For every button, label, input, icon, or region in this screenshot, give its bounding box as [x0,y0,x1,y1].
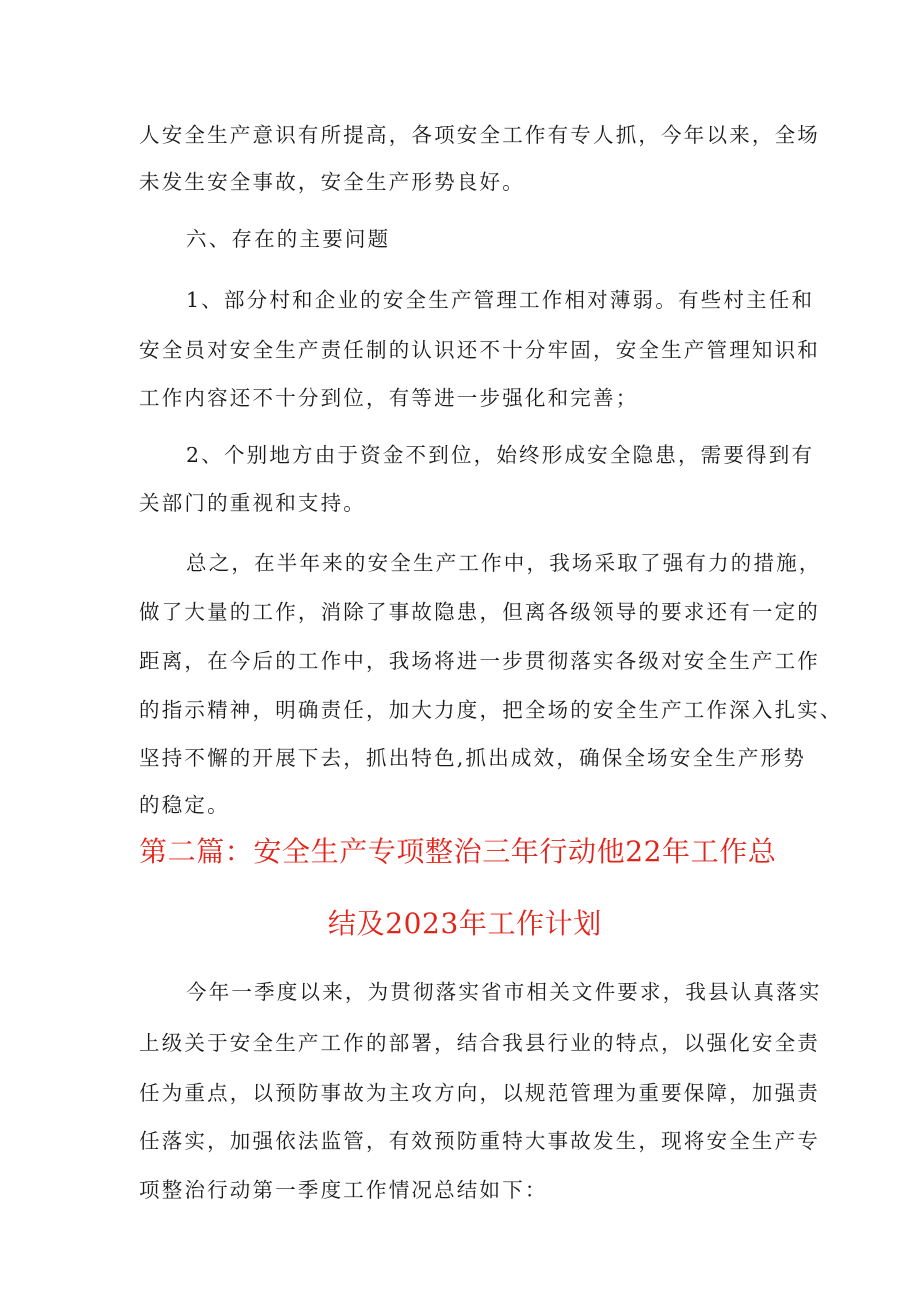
paragraph-line: 坚持不懈的开展下去，抓出特色,抓出成效，确保全场安全生产形势 [139,746,807,770]
article-title-line: 结及2023年工作计划 [328,907,602,940]
paragraph-line: 未发生安全事故，安全生产形势良好。 [139,170,525,194]
paragraph-line: 工作内容还不十分到位，有等进一步强化和完善； [139,386,639,410]
paragraph-line: 任为重点，以预防事故为主攻方向，以规范管理为重要保障，加强责 [139,1081,820,1105]
paragraph-line: 关部门的重视和支持。 [139,491,366,515]
paragraph-line: 距离，在今后的工作中，我场将进一步贯彻落实各级对安全生产工作 [139,649,820,673]
paragraph-line: 人安全生产意识有所提高，各项安全工作有专人抓，今年以来，全场 [139,123,820,147]
paragraph-line: 的稳定。 [139,793,230,817]
paragraph-line: 今年一季度以来，为贯彻落实省市相关文件要求，我县认真落实 [186,980,822,1004]
paragraph-line: 的指示精神，明确责任，加大力度，把全场的安全生产工作深入扎实、 [139,698,843,722]
paragraph-line: 做了大量的工作，消除了事故隐患，但离各级领导的要求还有一定的 [139,600,820,624]
article-title-line: 第二篇：安全生产专项整治三年行动他22年工作总 [139,835,777,868]
paragraph-line: 任落实，加强依法监管，有效预防重特大事故发生，现将安全生产专 [139,1129,820,1153]
paragraph-line: 1、部分村和企业的安全生产管理工作相对薄弱。有些村主任和 [186,288,815,312]
section-heading: 六、存在的主要问题 [186,227,391,251]
paragraph-line: 项整治行动第一季度工作情况总结如下： [139,1178,548,1202]
paragraph-line: 安全员对安全生产责任制的认识还不十分牢固，安全生产管理知识和 [139,338,820,362]
paragraph-line: 2、个别地方由于资金不到位，始终形成安全隐患，需要得到有 [186,443,815,467]
paragraph-line: 上级关于安全生产工作的部署，结合我县行业的特点，以强化安全责 [139,1031,820,1055]
paragraph-line: 总之，在半年来的安全生产工作中，我场采取了强有力的措施， [186,551,822,575]
